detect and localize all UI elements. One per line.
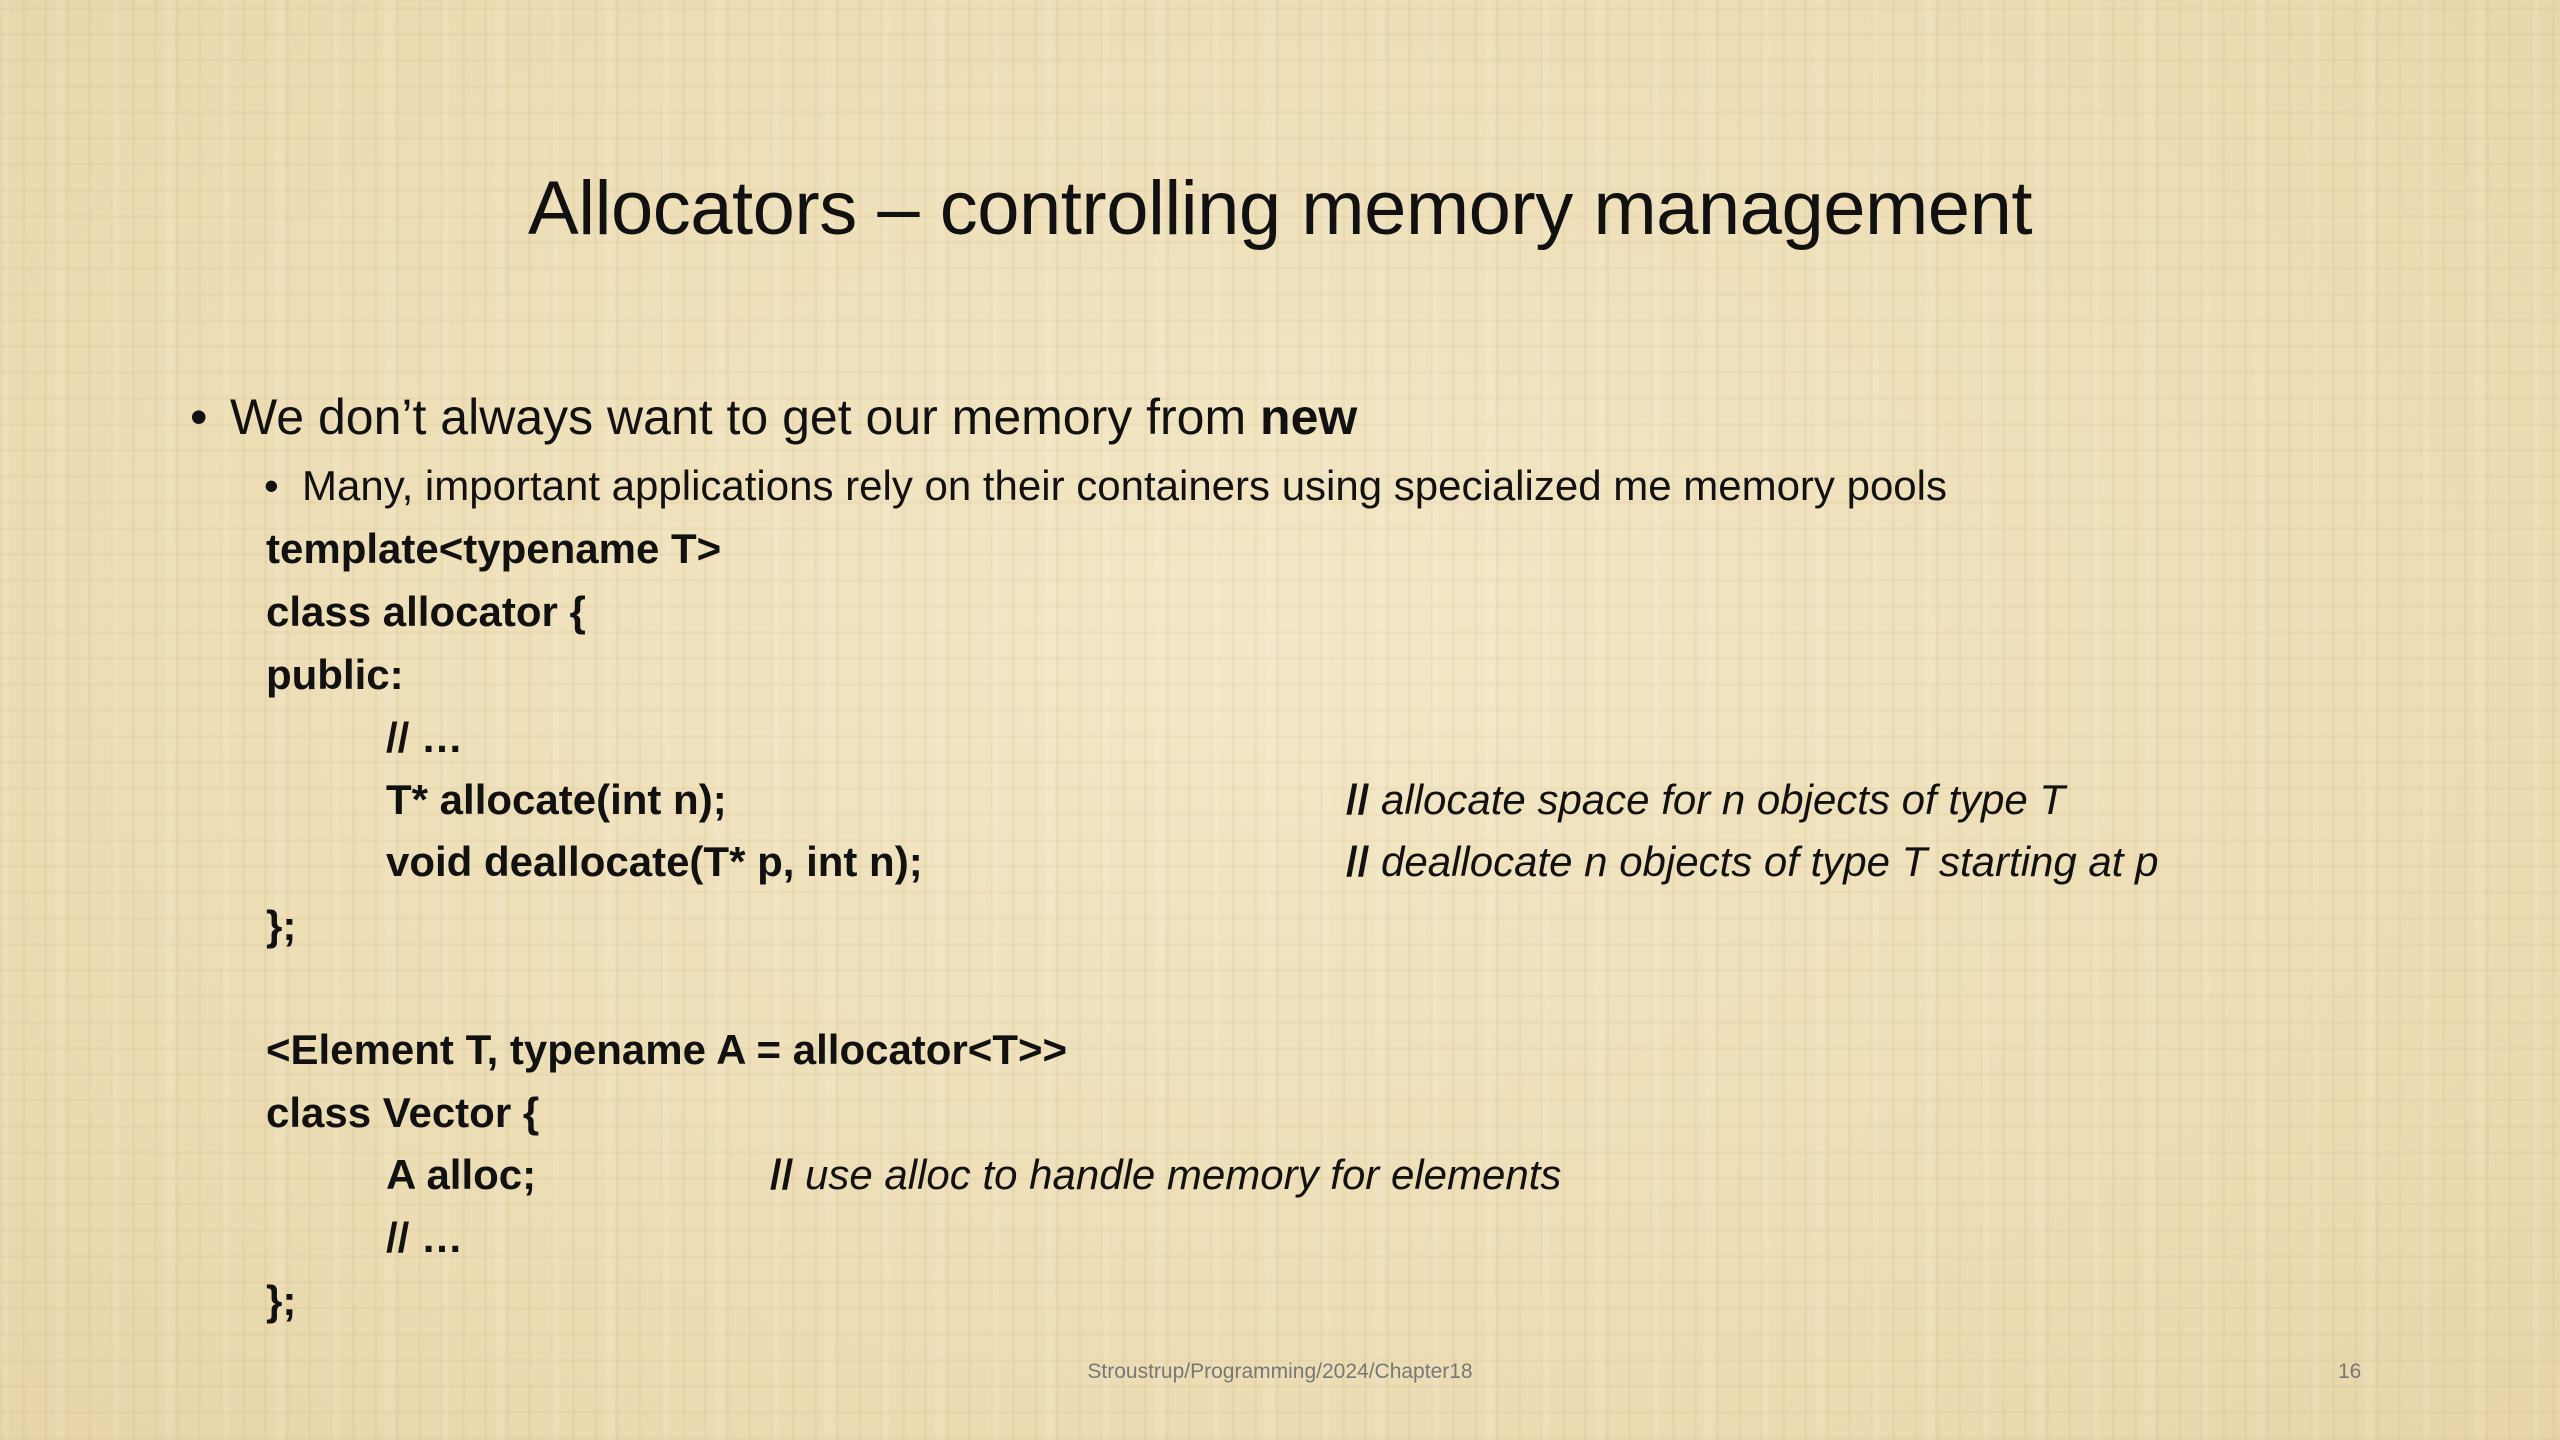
code-line-vector-template: <Element T, typename A = allocator<T>> xyxy=(266,1026,1068,1073)
bullet-marker: • xyxy=(190,389,208,445)
slide-title: Allocators – controlling memory management xyxy=(528,166,2032,251)
code-comment-alloc xyxy=(770,1151,1561,1199)
code-line-ellipsis-comment-2: // … xyxy=(386,1214,464,1261)
comment-slashes: // xyxy=(770,1151,794,1198)
comment-text: allocate space for n objects of type T xyxy=(1369,776,2066,823)
code-line-deallocate: void deallocate(T* p, int n); xyxy=(386,838,923,885)
comment-slashes: // xyxy=(1346,838,1370,885)
code-comment-allocate xyxy=(1346,776,2065,824)
bullet-level-1 xyxy=(190,388,1357,446)
code-line-close-vector: }; xyxy=(266,1277,297,1324)
code-line-ellipsis-comment: // … xyxy=(386,714,464,761)
page-number: 16 xyxy=(2338,1360,2362,1383)
code-line-class-vector: class Vector { xyxy=(266,1089,540,1136)
code-line-class-allocator: class allocator { xyxy=(266,588,586,635)
sub-bullet-text: Many, important applications rely on their containers using specialized me memory pools xyxy=(302,462,1947,509)
code-line-allocate: T* allocate(int n); xyxy=(386,776,727,823)
bullet-level-2 xyxy=(264,462,1947,510)
code-line-alloc-member: A alloc; xyxy=(386,1151,537,1198)
bullet-keyword-new: new xyxy=(1260,389,1358,445)
bullet-text: We don’t always want to get our memory from xyxy=(230,389,1261,445)
comment-text: use alloc to handle memory for elements xyxy=(793,1151,1562,1198)
code-line-template: template<typename T> xyxy=(266,525,722,572)
slide-footer: Stroustrup/Programming/2024/Chapter18 xyxy=(1087,1360,1473,1383)
code-comment-deallocate xyxy=(1346,838,2158,886)
comment-slashes: // xyxy=(1346,776,1370,823)
code-line-public: public: xyxy=(266,651,404,698)
comment-text: deallocate n objects of type T starting at p xyxy=(1369,838,2159,885)
code-line-close-allocator: }; xyxy=(266,902,297,949)
sub-bullet-marker: • xyxy=(264,462,279,509)
